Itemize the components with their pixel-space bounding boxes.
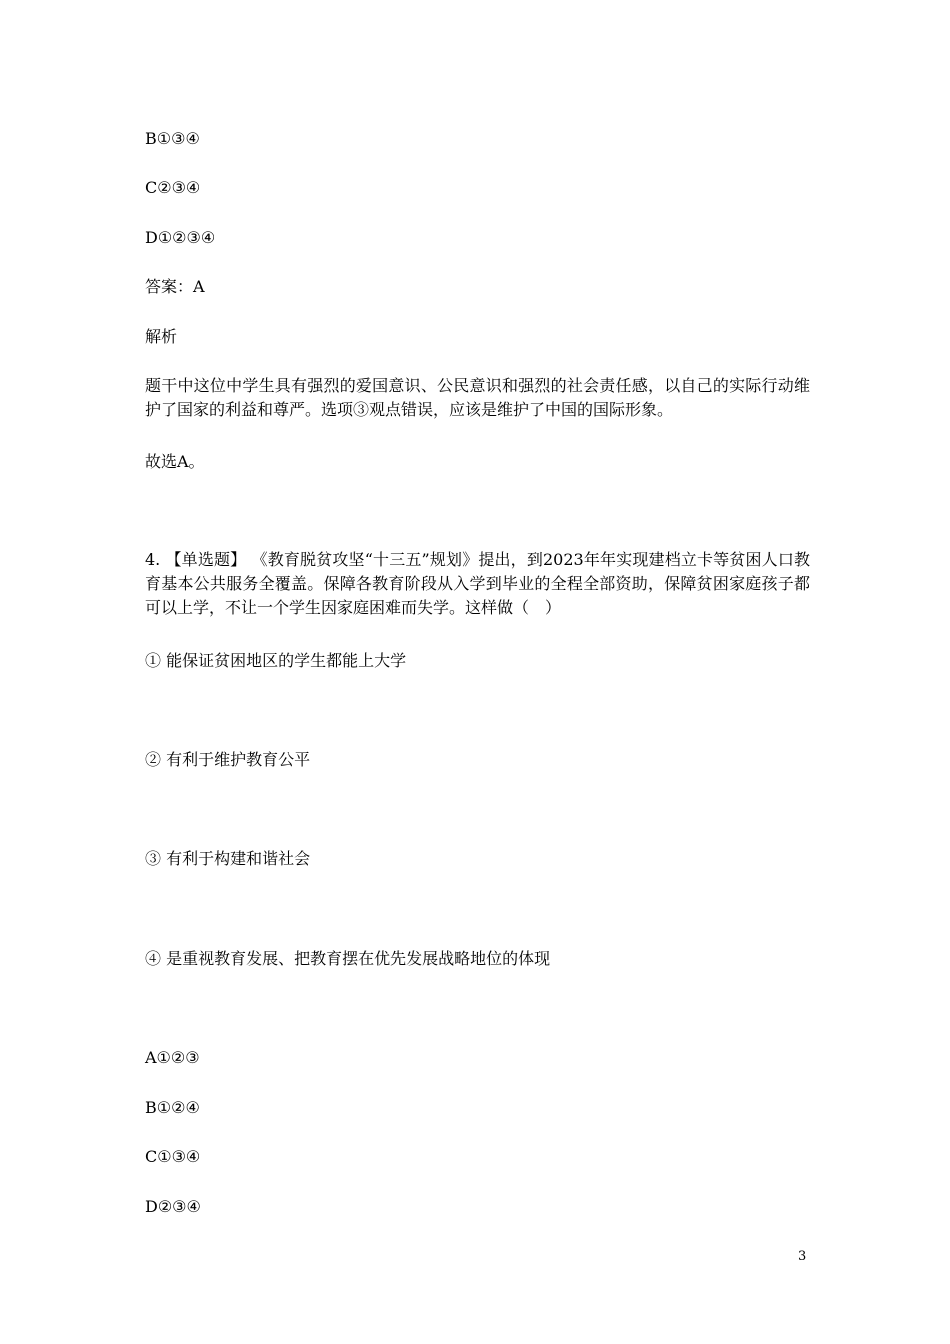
page-number: 3 [798, 1249, 807, 1264]
option-a: A①②③ [145, 1048, 200, 1067]
prev-option-b: B①③④ [145, 129, 200, 148]
question-4-stem: 4. 【单选题】 《教育脱贫攻坚“十三五”规划》提出，到2023年年实现建档立卡等贫困人口教育基本公共服务全覆盖。保障各教育阶段从入学到毕业的全程全部资助，保障贫困家庭孩子都可以上学，不让一个学生因家庭困难而失学。这样做（ ） [145, 550, 810, 617]
analysis-heading: 解析 [145, 327, 178, 346]
prev-option-c: C②③④ [145, 178, 201, 197]
analysis-text: 题干中这位中学生具有强烈的爱国意识、公民意识和强烈的社会责任感，以自己的实际行动维护了国家的利益和尊严。选项③观点错误，应该是维护了中国的国际形象。 [145, 376, 810, 419]
answer-line: 答案：A [145, 277, 205, 296]
analysis-conclusion: 故选A。 [145, 452, 205, 471]
option-d: D②③④ [145, 1197, 201, 1216]
statement-4: ④ 是重视教育发展、把教育摆在优先发展战略地位的体现 [145, 949, 551, 968]
option-b: B①②④ [145, 1098, 200, 1117]
statement-3: ③ 有利于构建和谐社会 [145, 849, 311, 868]
statement-2: ② 有利于维护教育公平 [145, 750, 311, 769]
prev-option-d: D①②③④ [145, 228, 216, 247]
option-c: C①③④ [145, 1147, 201, 1166]
statement-1: ① 能保证贫困地区的学生都能上大学 [145, 651, 407, 670]
